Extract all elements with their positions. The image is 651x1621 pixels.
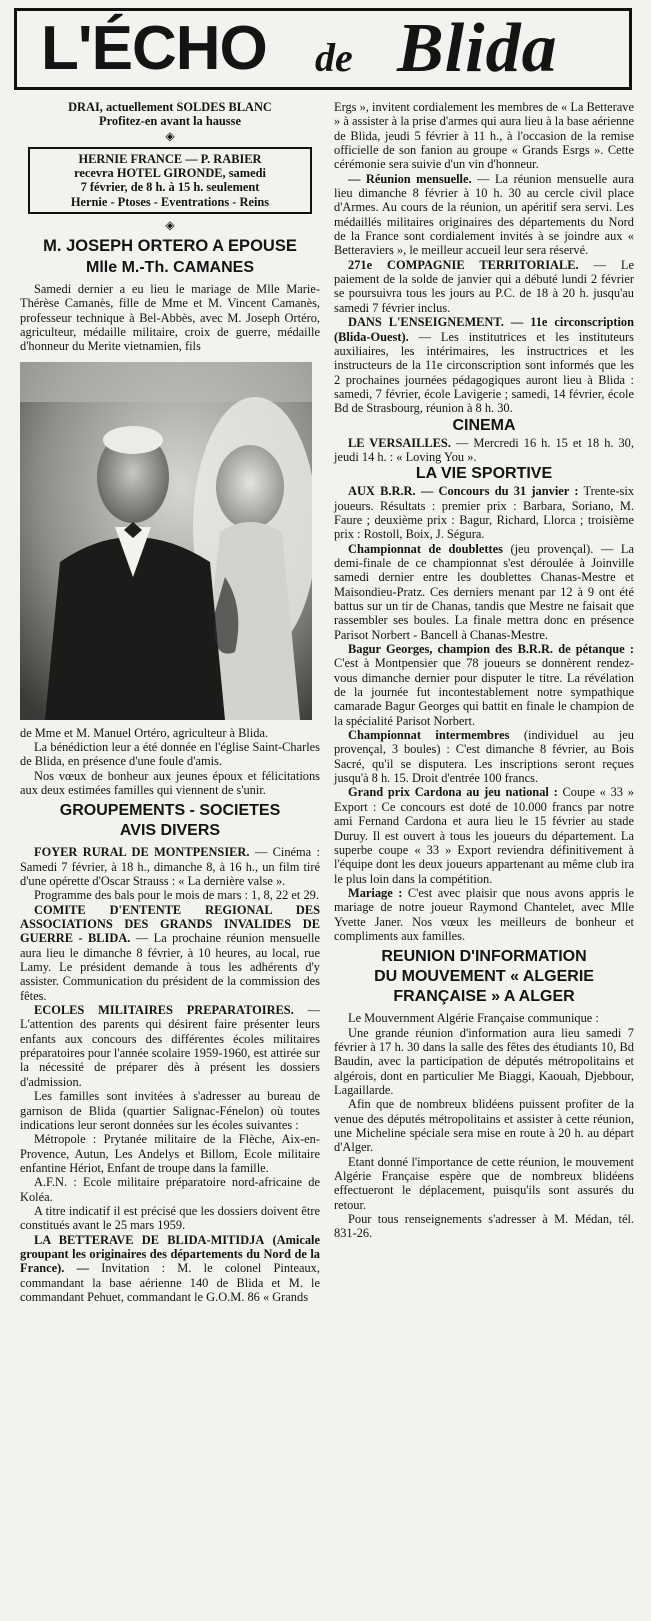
avis-divers-headline: AVIS DIVERS — [119, 822, 221, 840]
ecoles-titre: A titre indicatif il est précisé que les dossiers doivent être constitués avant le 25 mars 1959. — [20, 1203, 320, 1233]
reunion-info-headline-3: FRANÇAISE » A ALGER — [393, 988, 575, 1006]
maf-paragraph: Une grande réunion d'information aura lieu samedi 7 février à 17 h. 30 dans la salle des fêtes des étudiants 10, Bd Baudin, avec la participation de députés métropolitains et algérois, dont en particulier Me Biaggi, Kaouah, Djebbour, Lagaillarde. — [334, 1025, 634, 1097]
compagnie-title: 271e COMPAGNIE TERRITORIALE. — [348, 257, 579, 272]
intermembres-text: (individuel au jeu provençal, 3 boules) : C'est dimanche 8 février, au Bois Sacré, qu'il se disputera. Les inscriptions seront reçues jusqu'à 8 h. 15. Droit d'entrée 100 francs. — [334, 728, 634, 786]
bagur-text: C'est à Montpensier que 78 joueurs se donnèrent rendez-vous dimanche dernier pour disputer le titre. La révélation de la journée fut incontestablement notre sympathique camarade Bagur Georges qui battit en finale le champion de la spécialité Parisot Norbert. — [334, 656, 634, 728]
wedding-paragraph: La bénédiction leur a été donnée en l'église Saint-Charles de Blida, en présence d'une foule d'amis. — [20, 739, 320, 769]
wedding-photo — [20, 362, 312, 720]
ecoles-afn: A.F.N. : Ecole militaire préparatoire nord-africaine de Koléa. — [20, 1175, 320, 1204]
compagnie-text: — Le paiement de la solde de janvier qui a débuté lundi 2 février se poursuivra tous les jours au P.C. de 18 à 20 h. jusqu'au samedi 7 février inclus. — [334, 257, 634, 315]
comite-title: COMITE D'ENTENTE REGIONAL DES ASSOCIATIONS DES GRANDS INVALIDES DE GUERRE - BLIDA. — [20, 902, 320, 946]
masthead-blida: Blida — [397, 10, 558, 87]
reunion-title: — Réunion mensuelle. — [348, 171, 472, 186]
hernie-ad-line-3: 7 février, de 8 h. à 15 h. seulement — [80, 180, 260, 195]
maf-paragraph: Etant donné l'importance de cette réunion, le mouvement Algérie Française espère que de nombreux blidéens effectueront le déplacement, puisqu'ils sont assurés du retour. — [334, 1154, 634, 1212]
brr-title: AUX B.R.R. — Concours du 31 janvier : — [348, 484, 579, 499]
enseignement-title: DANS L'ENSEIGNEMENT. — 11e circonscription (Blida-Ouest). — [334, 315, 634, 344]
doublettes-title: Championnat de doublettes — [348, 541, 503, 556]
foyer-title: FOYER RURAL DE MONTPENSIER. — [34, 845, 250, 860]
cinema-headline: CINEMA — [452, 416, 516, 434]
betterave-continued: Ergs », invitent cordialement les membres de « La Betterave » à assister à la prise d'armes qui aura lieu à la base aérienne de Blida, jeudi 5 février à 11 h., à l'occasion de la remise officielle de son fanion au groupe « Grands Esrgs ». Cette cérémonie sera suivie d'un vin d'honneur. — [334, 100, 634, 172]
drai-ad-line-1: DRAI, actuellement SOLDES BLANC — [68, 100, 272, 114]
reunion-text: — La réunion mensuelle aura lieu dimanche 8 février à 10 h. 30 au cercle civil place d'Armes. Au cours de la réunion, un apéritif sera servi. Les médaillés militaires originaires des départements du Nord de la France sont cordialement invités à se joindre aux « Betteraviers », le meilleur accueil leur sera réservé. — [334, 171, 634, 258]
cardona-title: Grand prix Cardona au jeu national : — [348, 785, 558, 800]
wedding-headline-2: Mlle M.-Th. CAMANES — [86, 258, 254, 276]
right-column — [334, 100, 634, 1241]
groupements-headline: GROUPEMENTS - SOCIETES — [59, 802, 281, 820]
reunion-info-headline-1: REUNION D'INFORMATION — [381, 948, 587, 966]
ecoles-metropole: Métropole : Prytanée militaire de la Flèche, Aix-en-Provence, Autun, Les Andelys et Billom, Ecole militaire enfantine Hériot, Enfant de troupe dans la famille. — [20, 1132, 320, 1175]
reunion-info-headline-2: DU MOUVEMENT « ALGERIE — [374, 968, 594, 986]
cinema-text: — Mercredi 16 h. 15 et 18 h. 30, jeudi 14 h. : « Loving You ». — [334, 435, 634, 464]
betterave-sub: (Amicale groupant les originaires des départements du Nord de la France). — — [20, 1232, 320, 1276]
ecoles-title: ECOLES MILITAIRES PREPARATOIRES. — [34, 1003, 294, 1018]
wedding-paragraph: Samedi dernier a eu lieu le mariage de Mlle Marie-Thérèse Camanès, fille de Mme et M. Vincent Camanès, professeur technique à Bel-Abbès, avec M. Joseph Ortéro, agriculteur, médaille militaire, croix de guerre, médaille d'honneur du Merite vietnamien, fils — [20, 281, 320, 354]
mariage-text: C'est avec plaisir que nous avons appris le mariage de notre joueur Raymond Chantelet, avec Mlle Yvette Janer. Nos vœux les meilleurs de bonheur et compliments aux familles. — [334, 885, 634, 943]
hernie-ad-line-4: Hernie - Ptoses - Eventrations - Reins — [70, 194, 270, 209]
sport-headline: LA VIE SPORTIVE — [415, 465, 553, 483]
hernie-ad-box — [28, 147, 312, 214]
betterave-text: Invitation : M. le colonel Pinteaux, commandant la base aérienne 140 de Blida et M. le commandant Pehuet, commandant le G.O.M. 86 « Grands — [20, 1261, 320, 1304]
ecoles-text-2: Les familles sont invitées à s'adresser au bureau de garnison de Blida (quartier Salignac-Fénelon) où toutes indications leur seront données sur les écoles suivantes : — [20, 1089, 320, 1132]
enseignement-text: — Les institutrices et les instituteurs auxiliaires, les intérimaires, les instructrices et les instructeurs de la 11e circonscription sont informés que les 2 prochaines journées pédagogiques auront lieu à Blida : samedi, 7 février, école Lavigerie ; samedi, 14 février, école Bd de Strasbourg, réunion à 8 h. 30. — [334, 329, 634, 416]
cinema-title: LE VERSAILLES. — [348, 435, 451, 450]
masthead — [14, 8, 632, 90]
drai-ad-line-2: Profitez-en avant la hausse — [99, 114, 241, 129]
hernie-ad-line-1: HERNIE FRANCE — P. RABIER — [78, 151, 262, 166]
brr-text: Trente-six joueurs. Résultats : premier prix : Barbara, Soriano, M. Faure ; deuxième prix : Bagur, Richard, Llorca ; troisième prix : Rostoll, Boix, J. Ségura. — [334, 484, 635, 542]
wedding-headline-1: M. JOSEPH ORTERO A EPOUSE — [43, 236, 297, 255]
ecoles-text: — L'attention des parents qui désirent faire présenter leurs enfants aux concours des différentes écoles militaires préparatoires pour l'année scolaire 1959-1960, est attirée sur la nécessité de préparer dès à présent les dossiers d'admission. — [20, 1003, 320, 1089]
hernie-ad-line-2: recevra HOTEL GIRONDE, samedi — [74, 165, 266, 180]
maf-paragraph: Le Mouvernment Algérie Française communique : — [348, 1011, 599, 1026]
intermembres-title: Championnat intermembres — [348, 728, 510, 743]
left-column — [20, 100, 320, 1304]
maf-paragraph: Pour tous renseignements s'adresser à M. Médan, tél. 831-26. — [334, 1212, 634, 1241]
maf-paragraph: Afin que de nombreux blidéens puissent profiter de la venue des députés métropolitains et assister à cette réunion, une Micheline spéciale sera mise en route à 20 h. au départ d'Alger. — [334, 1097, 634, 1155]
bagur-title: Bagur Georges, champion des B.R.R. de pétanque : — [348, 642, 634, 657]
ornament: ◈ — [165, 217, 175, 232]
foyer-text: — Cinéma : Samedi 7 février, à 18 h., dimanche 8, à 16 h., un film tiré d'une opérette d'Oscar Strauss : « La dernière valse ». — [20, 845, 320, 888]
mariage-title: Mariage : — [348, 885, 403, 900]
masthead-title: L'ÉCHO — [41, 14, 267, 83]
masthead-de: de — [315, 35, 353, 80]
doublettes-text: (jeu provençal). — La demi-finale de ce championnat s'est déroulée à Joinville samedi dernier entre les doublettes Chanas-Mestre et Maisondieu-Pratz. Ces derniers menant par 12 à 9 ont été battus sur un tir de Chanas, tandis que Mestre ne faisait que rassembler ses boules. La finale mettra donc en présence Parisot Norbert - Bancell à Chanas-Mestre. — [334, 541, 634, 642]
wedding-paragraph: de Mme et M. Manuel Ortéro, agriculteur à Blida. — [20, 725, 269, 740]
cardona-text: Coupe « 33 » Export : Ce concours est doté de 10.000 francs par notre ami Fernand Cardona et aura lieu le 15 février au stade Duruy. Il est ouvert à tous les joueurs du département. La superbe coupe « 33 » Export reviendra définitivement à l'équipe dont les deux joueurs appartenant au même club ira le plus loin dans la compétition. — [334, 785, 634, 886]
wedding-paragraph: Nos vœux de bonheur aux jeunes époux et félicitations aux deux estimées familles qui viennent de s'unir. — [20, 768, 320, 797]
ornament: ◈ — [165, 128, 175, 143]
comite-text: — La prochaine réunion mensuelle aura lieu le dimanche 8 février, à 10 heures, au local, rue Lamy. Le président demande à tous les adhérents d'y assister. Communication du président de la commission des fêtes. — [20, 931, 320, 1003]
betterave-title: LA BETTERAVE DE BLIDA-MITIDJA — [34, 1232, 265, 1247]
foyer-bals: Programme des bals pour le mois de mars : 1, 8, 22 et 29. — [34, 888, 319, 903]
